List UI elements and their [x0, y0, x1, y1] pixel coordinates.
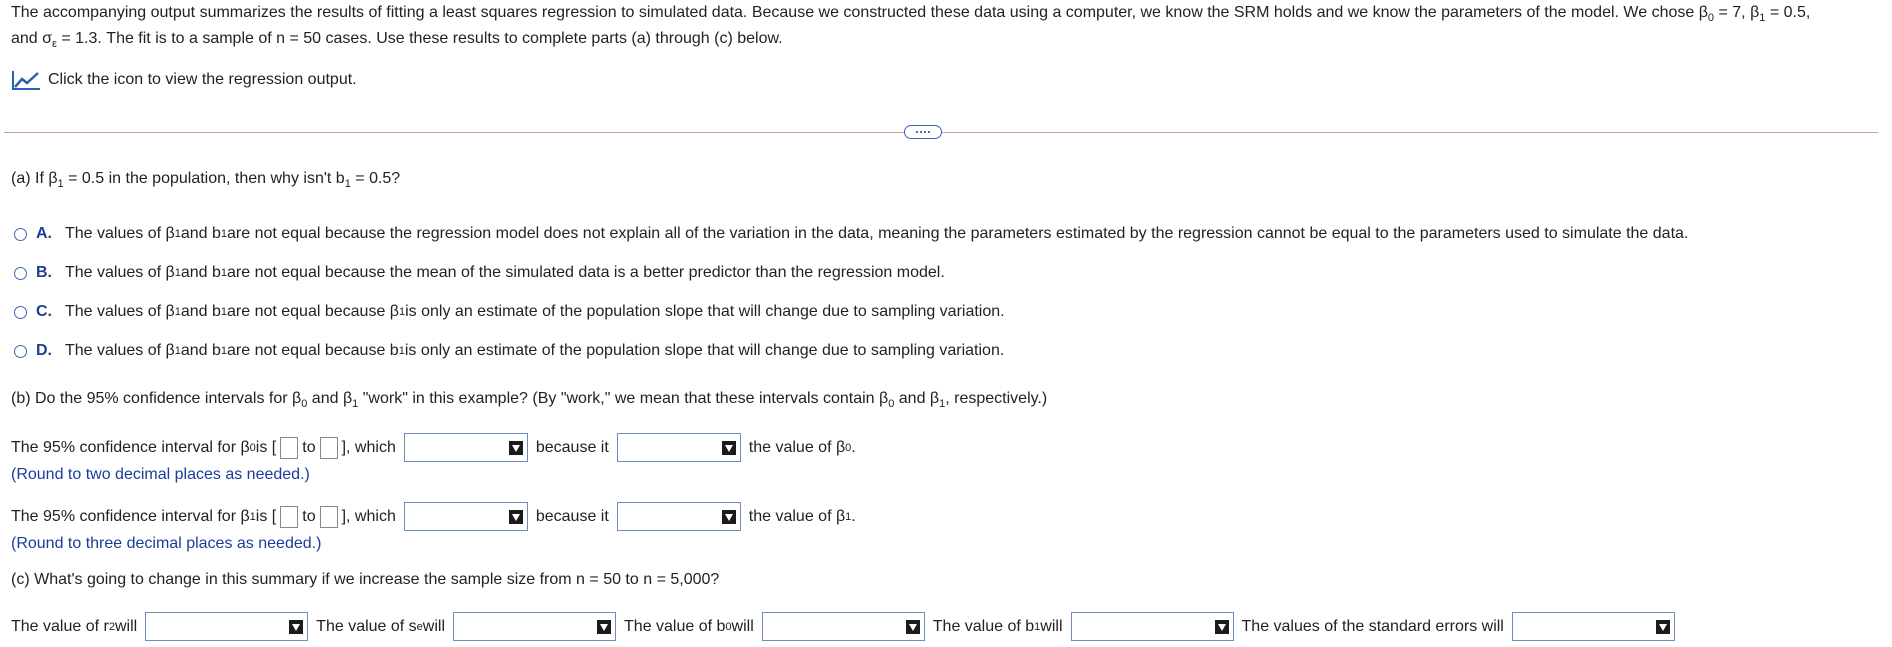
- dot-icon: [924, 131, 926, 133]
- choice-text: The values of β: [65, 264, 175, 281]
- choice-text: are not equal because the regression model does not explain all of the variation in the data, meaning the parameters estimated by the regression cannot be equal to the parameters used to simulate the data.: [227, 225, 1689, 242]
- ci-row-beta1: The 95% confidence interval for β 1 is [ to ], which because it the value of β 1 .: [11, 502, 856, 531]
- r2-label: The value of r: [11, 617, 109, 635]
- subscript: 1: [344, 178, 351, 190]
- choice-b[interactable]: B. The values of β 1 and b 1 are not equal because the mean of the simulated data is a better predictor than the regression model.: [14, 263, 945, 283]
- rounding-hint: (Round to three decimal places as needed.): [11, 535, 322, 552]
- ci-row-beta0: The 95% confidence interval for β 0 is [ to ], which because it the value of β 0 .: [11, 433, 856, 462]
- se-label: will: [422, 617, 446, 635]
- ci-which-label: ], which: [341, 438, 396, 456]
- part-c-answers: The value of r 2 will The value of s e will The value of b 0 will The value of b 1 will The values of the standard errors will: [11, 612, 1683, 641]
- choice-text: The values of β: [65, 342, 175, 359]
- ci-upper-input[interactable]: [320, 437, 338, 459]
- radio-button[interactable]: [14, 345, 27, 358]
- subscript: 0: [301, 398, 308, 410]
- dot-icon: [928, 131, 930, 133]
- question-text: "work" in this example? (By "work," we mean that these intervals contain β: [358, 390, 889, 407]
- ci-post-label: the value of β: [748, 507, 846, 525]
- ci-post-label: .: [851, 507, 856, 525]
- expand-more-button[interactable]: [904, 125, 942, 139]
- dropdown-arrow-icon[interactable]: [597, 620, 611, 634]
- choice-text: and b: [180, 303, 221, 320]
- rounding-hint: (Round to two decimal places as needed.): [11, 466, 310, 483]
- intro-text: = 1.3. The fit is to a sample of n = 50 cases. Use these results to complete parts (a) through (c) below.: [56, 30, 783, 47]
- b0-label: The value of b: [624, 617, 726, 635]
- stderr-dropdown[interactable]: [1512, 612, 1675, 641]
- choice-text: and b: [180, 342, 221, 359]
- choice-text: are not equal because the mean of the simulated data is a better predictor than the regression model.: [227, 264, 945, 281]
- dot-icon: [916, 131, 918, 133]
- question-text: and β: [307, 390, 353, 407]
- choice-letter: B.: [36, 264, 52, 281]
- subscript: 0: [888, 398, 895, 410]
- ci-because-label: because it: [535, 438, 609, 456]
- dropdown-arrow-icon[interactable]: [1656, 620, 1670, 634]
- part-b-question: [11, 389, 1047, 409]
- dropdown-arrow-icon[interactable]: [722, 441, 736, 455]
- ci-post-label: the value of β: [748, 438, 846, 456]
- ci-label: The 95% confidence interval for β: [11, 507, 250, 525]
- ci-lower-input[interactable]: [280, 506, 298, 528]
- choice-letter: A.: [36, 225, 52, 242]
- question-text: = 0.5 in the population, then why isn't b: [63, 170, 345, 187]
- ci-because-dropdown[interactable]: [617, 502, 741, 531]
- regression-output-label[interactable]: Click the icon to view the regression output.: [48, 71, 357, 88]
- dropdown-arrow-icon[interactable]: [722, 510, 736, 524]
- choice-text: are not equal because b: [227, 342, 399, 359]
- part-c-question: (c) What's going to change in this summary if we increase the sample size from n = 50 to n = 5,000?: [11, 571, 720, 588]
- part-a-question: [11, 169, 400, 189]
- ci-label: is [: [255, 507, 277, 525]
- stderr-label: The values of the standard errors will: [1241, 617, 1504, 635]
- intro-text: = 7, β: [1714, 4, 1760, 21]
- ci-because-label: because it: [535, 507, 609, 525]
- dot-icon: [920, 131, 922, 133]
- subscript: ε: [52, 38, 57, 50]
- ci-because-dropdown[interactable]: [617, 433, 741, 462]
- dropdown-arrow-icon[interactable]: [906, 620, 920, 634]
- ci-to-label: to: [302, 438, 316, 456]
- ci-lower-input[interactable]: [280, 437, 298, 459]
- ci-label: The 95% confidence interval for β: [11, 438, 250, 456]
- dropdown-arrow-icon[interactable]: [289, 620, 303, 634]
- b1-label: The value of b: [932, 617, 1035, 635]
- radio-button[interactable]: [14, 267, 27, 280]
- question-text: = 0.5?: [350, 170, 401, 187]
- subscript: 0: [1707, 12, 1715, 24]
- subscript: 1: [939, 398, 946, 410]
- choice-letter: D.: [36, 342, 52, 359]
- se-label: The value of s: [316, 617, 417, 635]
- choice-text: is only an estimate of the population slope that will change due to sampling variation.: [404, 342, 1005, 359]
- choice-text: and b: [180, 225, 221, 242]
- subscript: 1: [57, 178, 64, 190]
- intro-text: and σ: [11, 30, 53, 47]
- intro-line-1: [11, 3, 1810, 23]
- dropdown-arrow-icon[interactable]: [509, 510, 523, 524]
- choice-text: The values of β: [65, 225, 175, 242]
- choice-a[interactable]: A. The values of β 1 and b 1 are not equal because the regression model does not explain all of the variation in the data, meaning the parameters estimated by the regression cannot be equal to the parameters used to simulate the data.: [14, 224, 1688, 244]
- choice-text: The values of β: [65, 303, 175, 320]
- choice-text: is only an estimate of the population slope that will change due to sampling variation.: [405, 303, 1005, 320]
- ci-which-dropdown[interactable]: [404, 502, 528, 531]
- question-text: (a) If β: [11, 170, 58, 187]
- b0-dropdown[interactable]: [762, 612, 925, 641]
- question-text: , respectively.): [945, 390, 1048, 407]
- intro-text: = 0.5,: [1765, 4, 1811, 21]
- line-chart-icon[interactable]: [11, 69, 41, 91]
- b0-label: will: [731, 617, 754, 635]
- question-text: (b) Do the 95% confidence intervals for β: [11, 390, 302, 407]
- question-text: and β: [894, 390, 940, 407]
- ci-which-label: ], which: [341, 507, 396, 525]
- choice-c[interactable]: C. The values of β 1 and b 1 are not equal because β 1 is only an estimate of the population slope that will change due to sampling variation.: [14, 302, 1005, 322]
- choice-text: and b: [180, 264, 221, 281]
- se-dropdown[interactable]: [453, 612, 616, 641]
- regression-output-link[interactable]: [11, 69, 357, 91]
- ci-upper-input[interactable]: [320, 506, 338, 528]
- b1-label: will: [1040, 617, 1063, 635]
- ci-post-label: .: [851, 438, 856, 456]
- intro-text: The accompanying output summarizes the results of fitting a least squares regression to simulated data. Because we constructed these data using a computer, we know the SRM holds and we know the parameters of the model. We chose β: [11, 4, 1708, 21]
- subscript: 1: [352, 398, 359, 410]
- choice-text: are not equal because β: [227, 303, 399, 320]
- subscript: 1: [1759, 12, 1766, 24]
- intro-line-2: [11, 29, 783, 49]
- dropdown-arrow-icon[interactable]: [1215, 620, 1229, 634]
- ci-which-dropdown[interactable]: [404, 433, 528, 462]
- r2-dropdown[interactable]: [145, 612, 308, 641]
- b1-dropdown[interactable]: [1071, 612, 1234, 641]
- choice-letter: C.: [36, 303, 52, 320]
- ci-to-label: to: [302, 507, 316, 525]
- radio-button[interactable]: [14, 228, 27, 241]
- dropdown-arrow-icon[interactable]: [509, 441, 523, 455]
- r2-label: will: [114, 617, 138, 635]
- ci-label: is [: [255, 438, 277, 456]
- choice-d[interactable]: D. The values of β 1 and b 1 are not equal because b 1 is only an estimate of the population slope that will change due to sampling variation.: [14, 341, 1004, 361]
- radio-button[interactable]: [14, 306, 27, 319]
